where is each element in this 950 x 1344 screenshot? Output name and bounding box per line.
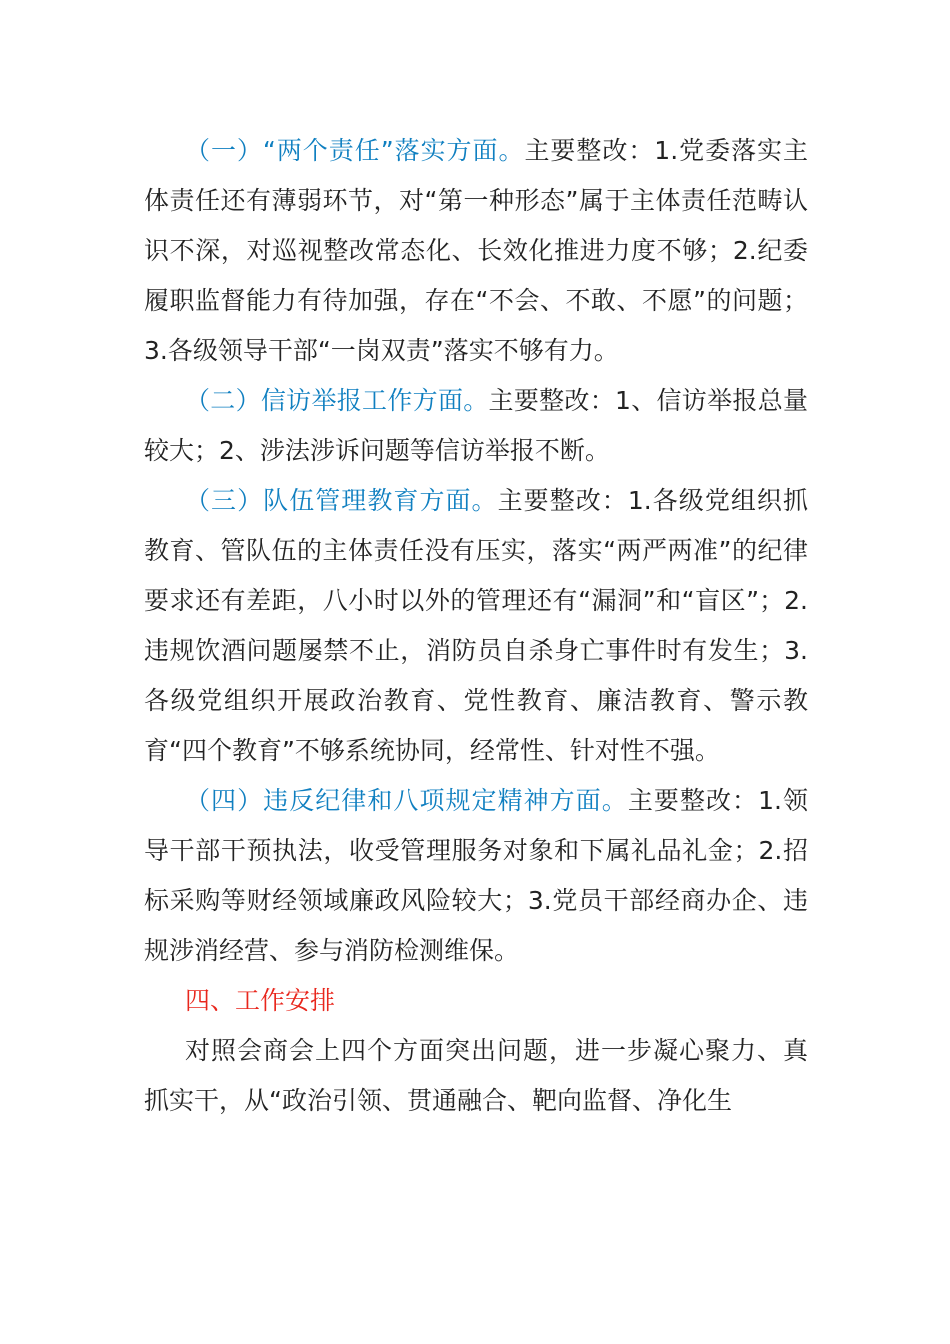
paragraph-discipline-violations: [144, 776, 808, 976]
paragraph-petition-reporting: [144, 376, 808, 476]
paragraph-heading: （四）违反纪律和八项规定精神方面。: [185, 786, 628, 815]
paragraph-heading: （三）队伍管理教育方面。: [185, 486, 498, 515]
paragraph-team-management: [144, 476, 808, 776]
document-body: [144, 126, 808, 1126]
paragraph-text: 主要整改：1、信访举报总量较大；2、涉法涉诉问题等信访举报不断。: [144, 386, 808, 465]
paragraph-closing: 对照会商会上四个方面突出问题，进一步凝心聚力、真抓实干，从“政治引领、贯通融合、靶向监督、净化生: [144, 1036, 808, 1115]
section-heading-work-arrangement: 四、工作安排: [185, 986, 336, 1015]
paragraph-heading: （二）信访举报工作方面。: [185, 386, 489, 415]
paragraph-two-responsibilities: [144, 126, 808, 376]
paragraph-text: 主要整改：1.领导干部干预执法，收受管理服务对象和下属礼品礼金；2.招标采购等财经领域廉政风险较大；3.党员干部经商办企、违规涉消经营、参与消防检测维保。: [144, 786, 808, 965]
paragraph-heading: （一）“两个责任”落实方面。: [185, 136, 525, 165]
paragraph-text: 主要整改：1.各级党组织抓教育、管队伍的主体责任没有压实，落实“两严两准”的纪律要求还有差距，八小时以外的管理还有“漏洞”和“盲区”；2.违规饮酒问题屡禁不止，消防员自杀身亡事件时有发生；3.各级党组织开展政治教育、党性教育、廉洁教育、警示教育“四个教育”不够系统协同，经常性、针对性不强。: [144, 486, 808, 765]
paragraph-text: 主要整改：1.党委落实主体责任还有薄弱环节，对“第一种形态”属于主体责任范畴认识不深，对巡视整改常态化、长效化推进力度不够；2.纪委履职监督能力有待加强，存在“不会、不敢、不愿”的问题；3.各级领导干部“一岗双责”落实不够有力。: [144, 136, 809, 365]
